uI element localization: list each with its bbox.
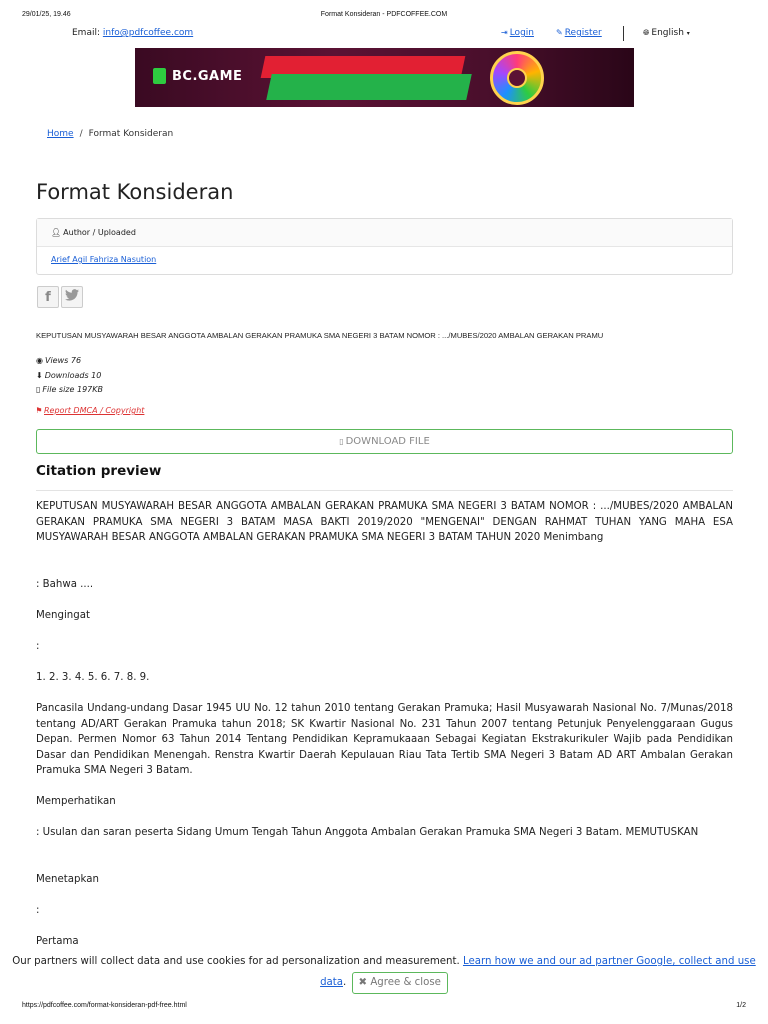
flag-icon: ⚑ [36, 406, 42, 415]
wheel-center [507, 68, 527, 88]
print-footer [0, 1002, 768, 1014]
document-summary: KEPUTUSAN MUSYAWARAH BESAR ANGGOTA AMBALAN GERAKAN PRAMUKA SMA NEGERI 3 BATAM NOMOR : .../MUBES/2020 AMBALAN GERAKAN PRAMU [36, 331, 604, 340]
facebook-share-button[interactable] [37, 286, 59, 308]
report-dmca-link[interactable]: Report DMCA / Copyright [44, 406, 145, 415]
breadcrumb [47, 129, 173, 139]
file-icon: ▯ [36, 385, 41, 394]
content-paragraph: : Bahwa .... [36, 579, 94, 590]
author-card [36, 218, 733, 275]
views-text: Views 76 [44, 356, 82, 365]
content-paragraph: Menetapkan [36, 874, 99, 885]
print-header [0, 11, 768, 23]
breadcrumb-current: Format Konsideran [88, 129, 174, 139]
author-card-header [37, 219, 732, 247]
language-label: English [651, 28, 684, 38]
email-label: Email: [72, 28, 103, 38]
breadcrumb-home[interactable]: Home [47, 129, 74, 139]
user-icon: 👤︎ [51, 228, 62, 237]
facebook-icon: f [45, 290, 51, 305]
login-label: Login [509, 28, 534, 38]
banner-brand: BC.GAME [172, 69, 243, 84]
print-page-number: 1/2 [736, 1002, 746, 1009]
content-paragraph: : [36, 905, 40, 916]
content-paragraph: Mengingat [36, 610, 90, 621]
document-stats [36, 354, 103, 398]
close-icon: ✖︎ [358, 977, 368, 988]
cookie-period: . [343, 977, 347, 988]
author-link[interactable]: Arief Agil Fahriza Nasution [51, 255, 157, 264]
citation-heading: Citation preview [36, 463, 162, 479]
bc-game-logo-icon [153, 68, 166, 84]
topbar-divider [623, 26, 624, 41]
download-icon: ⬇︎ [36, 370, 43, 380]
agree-close-button[interactable] [352, 972, 448, 994]
eye-icon: ◉ [36, 356, 43, 365]
content-paragraph: : [36, 641, 40, 652]
content-paragraph: Pancasila Undang-undang Dasar 1945 UU No. 12 tahun 2010 tentang Gerakan Pramuka; Hasil Musyawarah Nasional No. 7/Munas/2018 tentang AD/ART Gerakan Pramuka tahun 2018; SK Kwartir Nasional No. 231 Tahun 2007 tentang Petunjuk Penyelenggaraan Gugus Depan. Permen Nomor 63 Tahun 2014 Tentang Pendidikan Kepramukaaan Sebagai Kegiatan Ekstrakurikuler Wajib pada Pendidikan Dasar dan Pendidikan Menengah. Renstra Kwartir Daerah Kepulauan Riau Tata Tertib SMA Negeri 3 Batam AD ART Ambalan Gerakan Pramuka SMA Negeri 3 Batam. [36, 703, 733, 777]
download-file-button[interactable] [36, 429, 733, 454]
sign-in-icon: ⇥ [501, 28, 508, 37]
download-label: DOWNLOAD FILE [345, 436, 430, 447]
citation-divider [36, 490, 733, 491]
report-dmca [36, 406, 144, 415]
globe-icon: 🌐︎ [643, 28, 650, 37]
twitter-icon [65, 290, 79, 305]
breadcrumb-separator: / [79, 129, 83, 139]
register-link[interactable] [556, 28, 602, 38]
downloads-text: Downloads 10 [44, 370, 102, 380]
filesize-text: File size 197KB [42, 385, 103, 394]
topbar [0, 28, 768, 42]
author-card-body [37, 247, 732, 272]
edit-icon: ✎ [556, 28, 563, 37]
content-paragraph: KEPUTUSAN MUSYAWARAH BESAR ANGGOTA AMBALAN GERAKAN PRAMUKA SMA NEGERI 3 BATAM NOMOR : .../MUBES/2020 AMBALAN GERAKAN PRAMUKA SMA NEGERI 3 BATAM MASA BAKTI 2019/2020 "MENGENAI" DENGAN RAHMAT TUHAN YANG MAHA ESA MUSYAWARAH BESAR ANGGOTA AMBALAN GERAKAN PRAMUKA SMA NEGERI 3 BATAM TAHUN 2020 Menimbang [36, 501, 733, 544]
content-paragraph: : Usulan dan saran peserta Sidang Umum Tengah Tahun Anggota Ambalan Gerakan Pramuka SMA Negeri 3 Batam. MEMUTUSKAN [36, 827, 699, 838]
author-header-label: Author / Uploaded [63, 228, 136, 237]
filesize-stat [36, 383, 103, 398]
share-buttons [37, 286, 85, 308]
twitter-share-button[interactable] [61, 286, 83, 308]
ad-banner[interactable] [135, 48, 634, 107]
views-stat [36, 354, 103, 369]
cookie-learn-more-link[interactable]: Learn how we and our ad partner Google, collect and use data [320, 956, 756, 988]
cookie-banner [0, 950, 768, 1000]
print-url: https://pdfcoffee.com/format-konsideran-pdf-free.html [22, 1002, 187, 1009]
print-datetime: 29/01/25, 19.46 [22, 11, 71, 18]
content-paragraph: 1. 2. 3. 4. 5. 6. 7. 8. 9. [36, 672, 150, 683]
page-title: Format Konsideran [36, 180, 234, 204]
language-dropdown[interactable] [643, 28, 690, 38]
cookie-text: Our partners will collect data and use cookies for ad personalization and measurement. [12, 956, 463, 967]
email-contact [72, 28, 193, 38]
banner-green-ribbon [266, 74, 472, 100]
downloads-stat [36, 369, 103, 384]
print-title: Format Konsideran - PDFCOFFEE.COM [320, 11, 448, 18]
file-pdf-icon: ▯ [339, 437, 344, 446]
agree-label: Agree & close [370, 977, 441, 988]
login-link[interactable] [501, 28, 534, 38]
email-link[interactable]: info@pdfcoffee.com [102, 28, 194, 38]
content-paragraph: Pertama [36, 936, 79, 947]
register-label: Register [564, 28, 602, 38]
content-paragraph: Memperhatikan [36, 796, 116, 807]
caret-down-icon: ▾ [686, 30, 690, 37]
